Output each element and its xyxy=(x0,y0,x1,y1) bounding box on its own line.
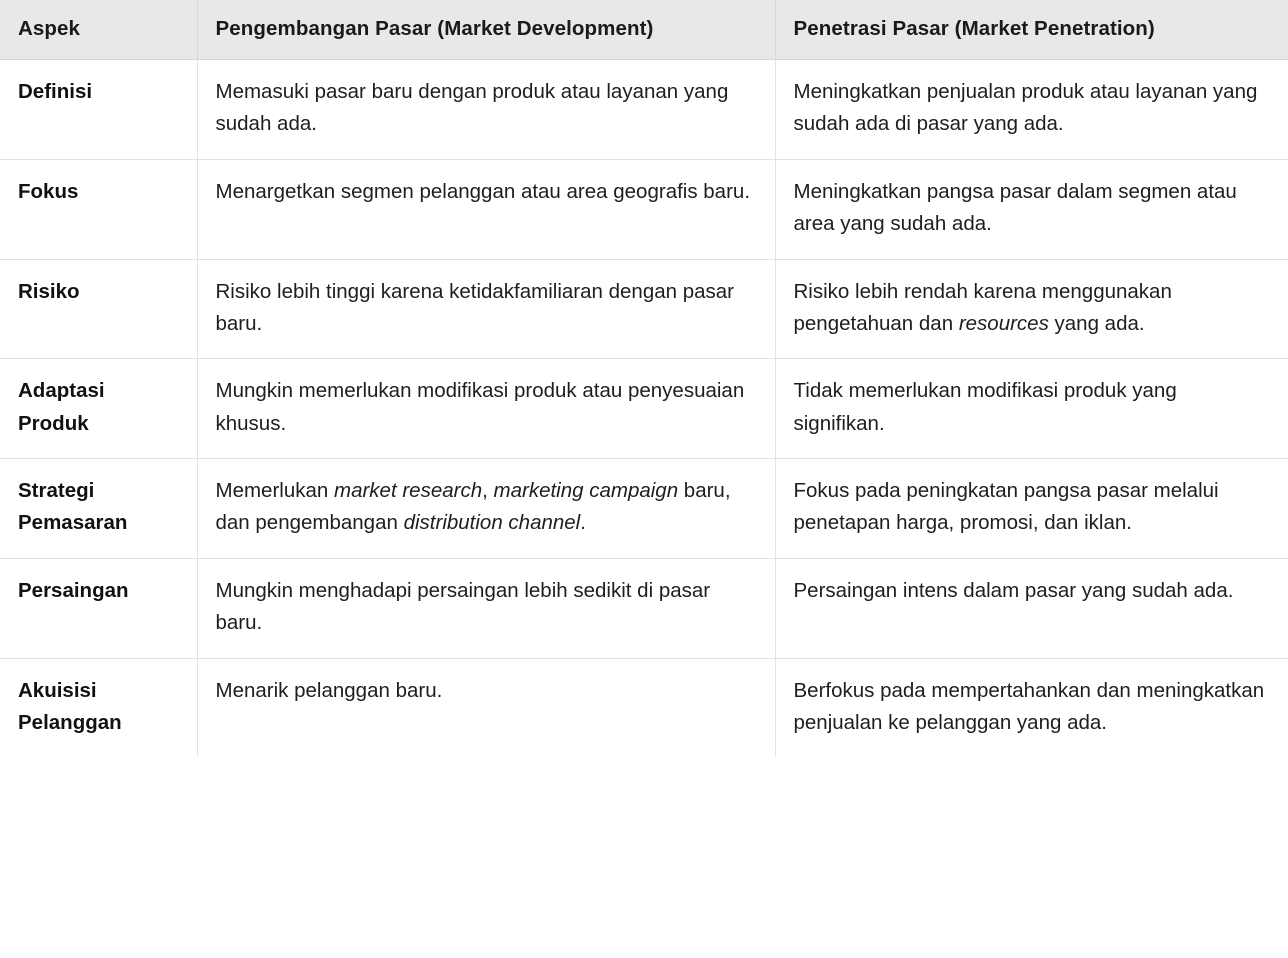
row-aspect-label: Fokus xyxy=(0,159,197,259)
cell-text-part: yang ada. xyxy=(1048,311,1145,335)
cell-text-emphasis: market research xyxy=(334,479,483,503)
cell-text-part: , xyxy=(482,479,494,503)
cell-text-part: . xyxy=(580,511,586,535)
header-row xyxy=(0,0,1288,60)
table-row xyxy=(0,359,1288,459)
table-row xyxy=(0,658,1288,757)
cell-text-emphasis: distribution channel xyxy=(403,511,581,535)
table-row xyxy=(0,60,1288,160)
cell-market-penetration: Fokus pada peningkatan pangsa pasar melalui penetapan harga, promosi, dan iklan. xyxy=(775,459,1288,559)
table-header xyxy=(0,0,1288,60)
cell-market-development: Mungkin menghadapi persaingan lebih sedikit di pasar baru. xyxy=(197,558,775,658)
table-row xyxy=(0,259,1288,359)
cell-text-part: Risiko lebih rendah karena menggunakan pengetahuan dan xyxy=(793,279,1172,335)
cell-text-part: Memerlukan xyxy=(215,479,334,503)
cell-market-penetration: Meningkatkan penjualan produk atau layanan yang sudah ada di pasar yang ada. xyxy=(775,60,1288,160)
cell-market-penetration: Persaingan intens dalam pasar yang sudah ada. xyxy=(775,558,1288,658)
table-row xyxy=(0,558,1288,658)
column-header-market-development: Pengembangan Pasar (Market Development) xyxy=(197,0,775,60)
cell-text-emphasis: resources xyxy=(958,311,1049,335)
cell-market-penetration xyxy=(775,259,1288,359)
table-row xyxy=(0,159,1288,259)
cell-market-penetration: Berfokus pada mempertahankan dan meningkatkan penjualan ke pelanggan yang ada. xyxy=(775,658,1288,757)
row-aspect-label: Akuisisi Pelanggan xyxy=(0,658,197,757)
row-aspect-label: Persaingan xyxy=(0,558,197,658)
cell-market-development xyxy=(197,459,775,559)
cell-market-development: Memasuki pasar baru dengan produk atau layanan yang sudah ada. xyxy=(197,60,775,160)
row-aspect-label: Strategi Pemasaran xyxy=(0,459,197,559)
cell-market-development: Menarik pelanggan baru. xyxy=(197,658,775,757)
cell-market-development: Risiko lebih tinggi karena ketidakfamiliaran dengan pasar baru. xyxy=(197,259,775,359)
row-aspect-label: Risiko xyxy=(0,259,197,359)
table-row xyxy=(0,459,1288,559)
column-header-market-penetration: Penetrasi Pasar (Market Penetration) xyxy=(775,0,1288,60)
cell-market-development: Mungkin memerlukan modifikasi produk atau penyesuaian khusus. xyxy=(197,359,775,459)
row-aspect-label: Adaptasi Produk xyxy=(0,359,197,459)
column-header-aspek: Aspek xyxy=(0,0,197,60)
cell-market-penetration: Tidak memerlukan modifikasi produk yang signifikan. xyxy=(775,359,1288,459)
cell-text-part: baru, dan pengembangan xyxy=(215,479,731,535)
row-aspect-label: Definisi xyxy=(0,60,197,160)
table-body xyxy=(0,60,1288,758)
cell-market-penetration: Meningkatkan pangsa pasar dalam segmen atau area yang sudah ada. xyxy=(775,159,1288,259)
cell-market-development: Menargetkan segmen pelanggan atau area geografis baru. xyxy=(197,159,775,259)
cell-text-emphasis: marketing campaign xyxy=(493,479,679,503)
